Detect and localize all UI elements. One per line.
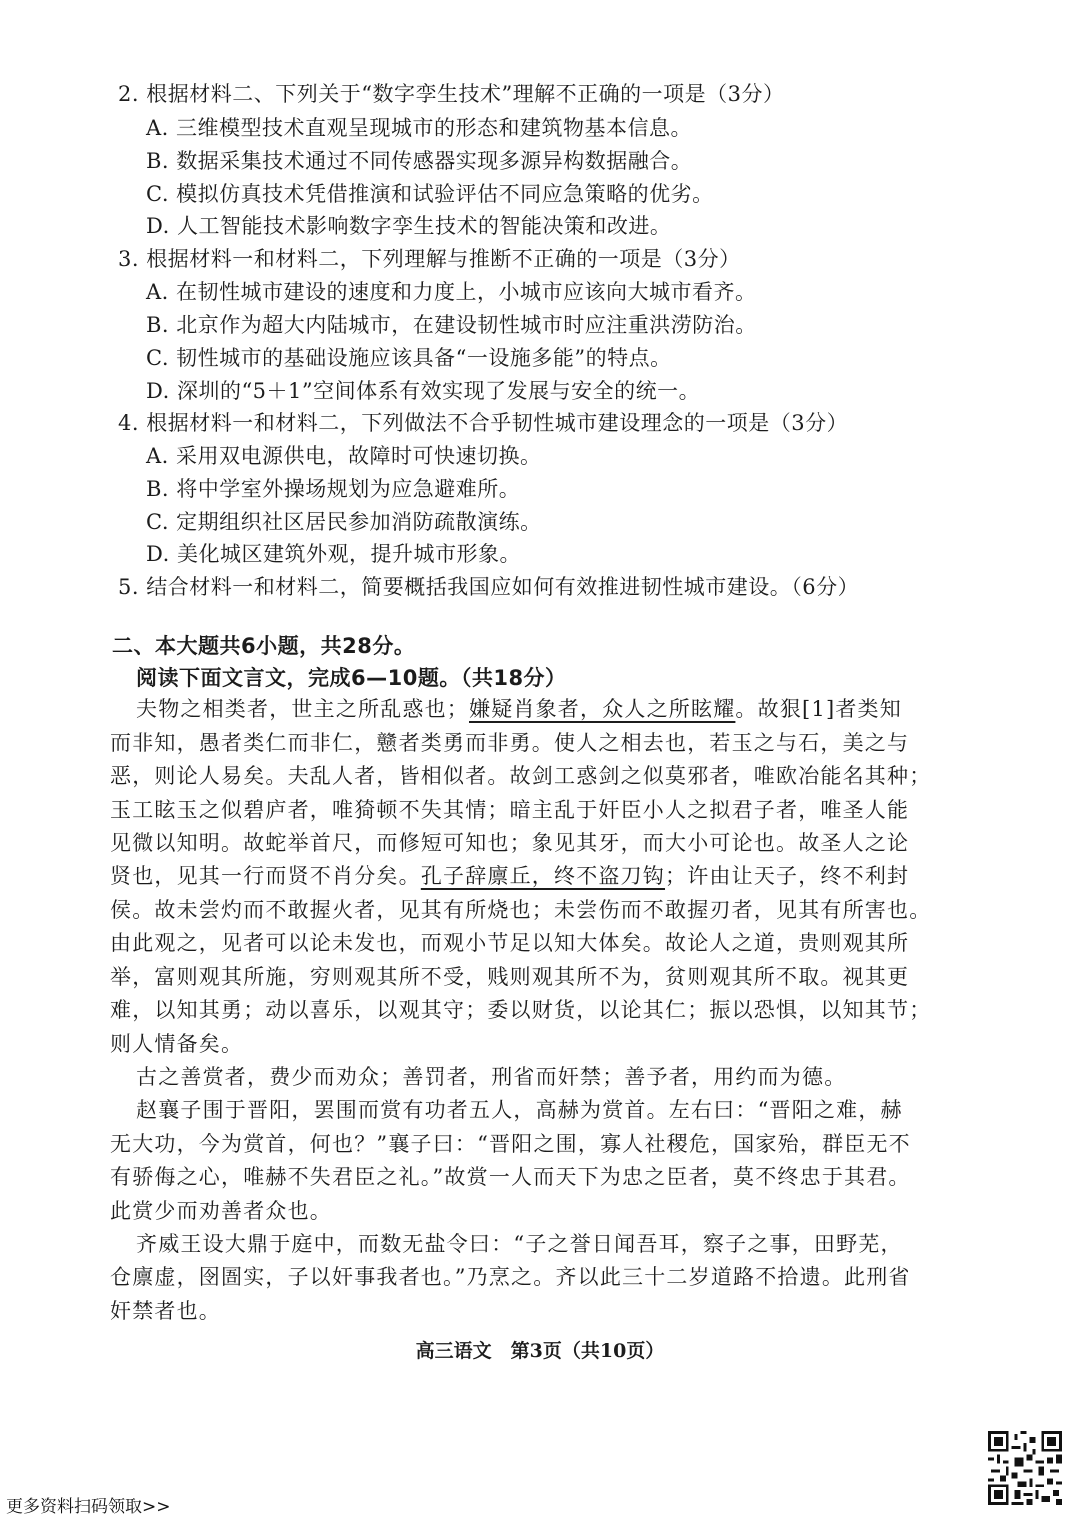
question-3-option-c: C. 韧性城市的基础设施应该具备“一设施多能”的特点。	[146, 346, 672, 370]
section-2-title: 二、本大题共6小题，共28分。	[112, 634, 416, 658]
question-2-stem: 2. 根据材料二、下列关于“数字孪生技术”理解不正确的一项是（3分）	[118, 82, 785, 106]
question-4-option-b: B. 将中学室外操场规划为应急避难所。	[146, 477, 521, 501]
passage-text: 夫物之相类者，世主之所乱惑也；	[136, 697, 469, 721]
underlined-sentence-1: 嫌疑肖象者，众人之所眩耀	[469, 697, 736, 721]
question-2-option-a: A. 三维模型技术直观呈现城市的形态和建筑物基本信息。	[146, 116, 693, 140]
bottom-promo-text[interactable]: 更多资料扫码领取>>	[6, 1497, 171, 1517]
question-3-option-a: A. 在韧性城市建设的速度和力度上，小城市应该向大城市看齐。	[146, 280, 757, 304]
passage-line	[136, 693, 902, 725]
passage-line: 赵襄子围于晋阳，罢围而赏有功者五人，高赫为赏首。左右曰：“晋阳之难，赫	[136, 1098, 903, 1122]
passage-line: 仓廪虚，囹圄实，子以奸事我者也。”乃烹之。齐以此三十二岁道路不拾遗。此刑省	[110, 1265, 911, 1289]
passage-line: 难，以知其勇；动以喜乐，以观其守；委以财货，以论其仁；振以恐惧，以知其节；	[110, 998, 932, 1022]
question-4-option-a: A. 采用双电源供电，故障时可快速切换。	[146, 444, 542, 468]
passage-line: 奸禁者也。	[110, 1299, 221, 1323]
question-3-option-b: B. 北京作为超大内陆城市，在建设韧性城市时应注重洪涝防治。	[146, 313, 757, 337]
passage-line: 恶，则论人易矣。夫乱人者，皆相似者。故剑工惑剑之似莫邪者，唯欧冶能名其种；	[110, 764, 932, 788]
passage-line: 而非知，愚者类仁而非仁，戆者类勇而非勇。使人之相去也，若玉之与石，美之与	[110, 731, 910, 755]
question-2-option-b: B. 数据采集技术通过不同传感器实现多源异构数据融合。	[146, 149, 693, 173]
passage-text: 贤也，见其一行而贤不肖分矣。	[110, 864, 421, 888]
passage-line: 齐威王设大鼎于庭中，而数无盐令曰：“子之誉日闻吾耳，察子之事，田野芜，	[136, 1232, 903, 1256]
question-4-stem: 4. 根据材料一和材料二，下列做法不合乎韧性城市建设理念的一项是（3分）	[118, 411, 849, 435]
passage-line: 由此观之，见者可以论未发也，而观小节足以知大体矣。故论人之道，贵则观其所	[110, 931, 910, 955]
question-4-option-c: C. 定期组织社区居民参加消防疏散演练。	[146, 510, 542, 534]
passage-line: 无大功，今为赏首，何也？”襄子曰：“晋阳之围，寡人社稷危，国家殆，群臣无不	[110, 1132, 911, 1156]
question-3-stem: 3. 根据材料一和材料二，下列理解与推断不正确的一项是（3分）	[118, 247, 741, 271]
passage-line: 玉工眩玉之似碧庐者，唯猗顿不失其情；暗主乱于奸臣小人之拟君子者，唯圣人能	[110, 798, 910, 822]
passage-line: 古之善赏者，费少而劝众；善罚者，刑省而奸禁；善予者，用约而为德。	[136, 1065, 847, 1089]
page-footer: 高三语文 第3页（共10页）	[415, 1340, 665, 1362]
passage-line	[110, 860, 909, 892]
passage-line: 则人情备矣。	[110, 1032, 244, 1056]
section-2-instruction: 阅读下面文言文，完成6—10题。（共18分）	[136, 666, 567, 690]
question-5-stem: 5. 结合材料一和材料二，简要概括我国应如何有效推进韧性城市建设。（6分）	[118, 575, 860, 599]
passage-line: 此赏少而劝善者众也。	[110, 1199, 332, 1223]
passage-text: 。故狠[1]者类知	[735, 697, 902, 721]
passage-text: ；许由让天子，终不利封	[665, 864, 910, 888]
question-4-option-d: D. 美化城区建筑外观，提升城市形象。	[146, 542, 521, 566]
question-2-option-d: D. 人工智能技术影响数字孪生技术的智能决策和改进。	[146, 214, 672, 238]
question-3-option-d: D. 深圳的“5＋1”空间体系有效实现了发展与安全的统一。	[146, 379, 701, 403]
underlined-sentence-2: 孔子辞廪丘，终不盗刀钩	[420, 864, 666, 888]
passage-line: 见微以知明。故蛇举首尺，而修短可知也；象见其牙，而大小可论也。故圣人之论	[110, 831, 910, 855]
passage-line: 有骄侮之心，唯赫不失君臣之礼。”故赏一人而天下为忠之臣者，莫不终忠于其君。	[110, 1165, 911, 1189]
passage-line: 侯。故未尝灼而不敢握火者，见其有所烧也；未尝伤而不敢握刃者，见其有所害也。	[110, 898, 932, 922]
question-2-option-c: C. 模拟仿真技术凭借推演和试验评估不同应急策略的优劣。	[146, 182, 714, 206]
passage-line: 举，富则观其所施，穷则观其所不受，贱则观其所不为，贫则观其所不取。视其更	[110, 965, 910, 989]
qr-code-icon[interactable]	[988, 1431, 1062, 1505]
